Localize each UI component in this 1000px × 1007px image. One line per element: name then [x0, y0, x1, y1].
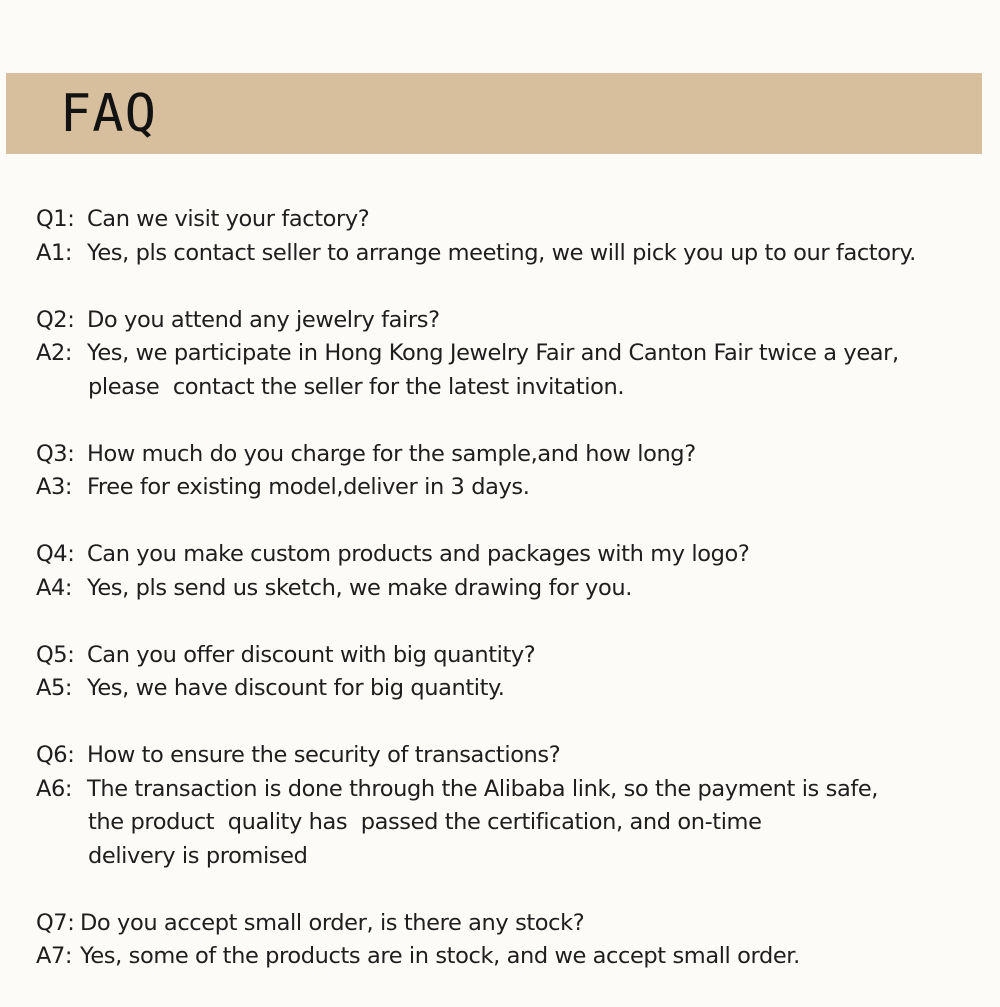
question-4 — [36, 538, 986, 572]
answer-label: A4: — [36, 574, 73, 601]
answer-4 — [36, 572, 986, 606]
faq-item-4 — [36, 538, 986, 605]
faq-item-2 — [36, 304, 986, 405]
faq-item-5 — [36, 639, 986, 706]
question-label: Q1: — [36, 206, 75, 232]
faq-item-7 — [36, 907, 986, 974]
faq-item-6 — [36, 739, 986, 873]
question-text: Can you offer discount with big quantity? — [87, 641, 536, 668]
question-label: Q3: — [36, 440, 75, 467]
answer-5 — [36, 672, 986, 706]
faq-title: FAQ — [60, 84, 157, 144]
answer-text: The transaction is done through the Alibaba link, so the payment is safe, — [87, 775, 879, 802]
answer-text: Yes, pls contact seller to arrange meeting, we will pick you up to our factory. — [87, 239, 916, 266]
answer-2-continued: please contact the seller for the latest invitation. — [88, 373, 625, 400]
answer-6-continued: delivery is promised — [88, 842, 308, 869]
question-7 — [36, 907, 986, 941]
question-2 — [36, 304, 986, 338]
question-3 — [36, 438, 986, 472]
question-text: Can you make custom products and packages with my logo? — [87, 541, 750, 567]
question-label: Q4: — [36, 541, 75, 567]
question-label: Q6: — [36, 742, 75, 768]
answer-label: A6: — [36, 775, 73, 802]
answer-1 — [36, 237, 986, 271]
answer-3 — [36, 471, 986, 505]
answer-label: A7: — [36, 943, 73, 969]
question-1 — [36, 203, 986, 237]
question-text: Do you accept small order, is there any stock? — [80, 909, 585, 936]
answer-label: A5: — [36, 675, 73, 701]
answer-label: A2: — [36, 340, 73, 366]
answer-2 — [36, 337, 986, 371]
faq-header-banner — [6, 73, 982, 154]
answer-label: A1: — [36, 239, 73, 266]
answer-text: Yes, we have discount for big quantity. — [87, 675, 505, 701]
answer-text: Yes, some of the products are in stock, and we accept small order. — [80, 943, 800, 969]
question-6 — [36, 739, 986, 773]
question-text: Can we visit your factory? — [87, 206, 370, 232]
question-label: Q5: — [36, 641, 75, 668]
answer-text: Yes, we participate in Hong Kong Jewelry Fair and Canton Fair twice a year, — [87, 340, 899, 366]
question-text: How much do you charge for the sample,and how long? — [87, 440, 696, 467]
question-text: How to ensure the security of transactions? — [87, 742, 561, 768]
answer-text: Yes, pls send us sketch, we make drawing for you. — [87, 574, 632, 601]
answer-text: Free for existing model,deliver in 3 days. — [87, 474, 530, 500]
question-label: Q7: — [36, 909, 75, 936]
answer-7 — [36, 940, 986, 974]
faq-item-1 — [36, 203, 986, 270]
question-5 — [36, 639, 986, 673]
faq-item-3 — [36, 438, 986, 505]
answer-label: A3: — [36, 474, 73, 500]
answer-6 — [36, 773, 986, 807]
answer-6-continued: the product quality has passed the certification, and on-time — [88, 809, 762, 835]
faq-list — [36, 203, 986, 1007]
question-text: Do you attend any jewelry fairs? — [87, 306, 440, 333]
question-label: Q2: — [36, 306, 75, 333]
